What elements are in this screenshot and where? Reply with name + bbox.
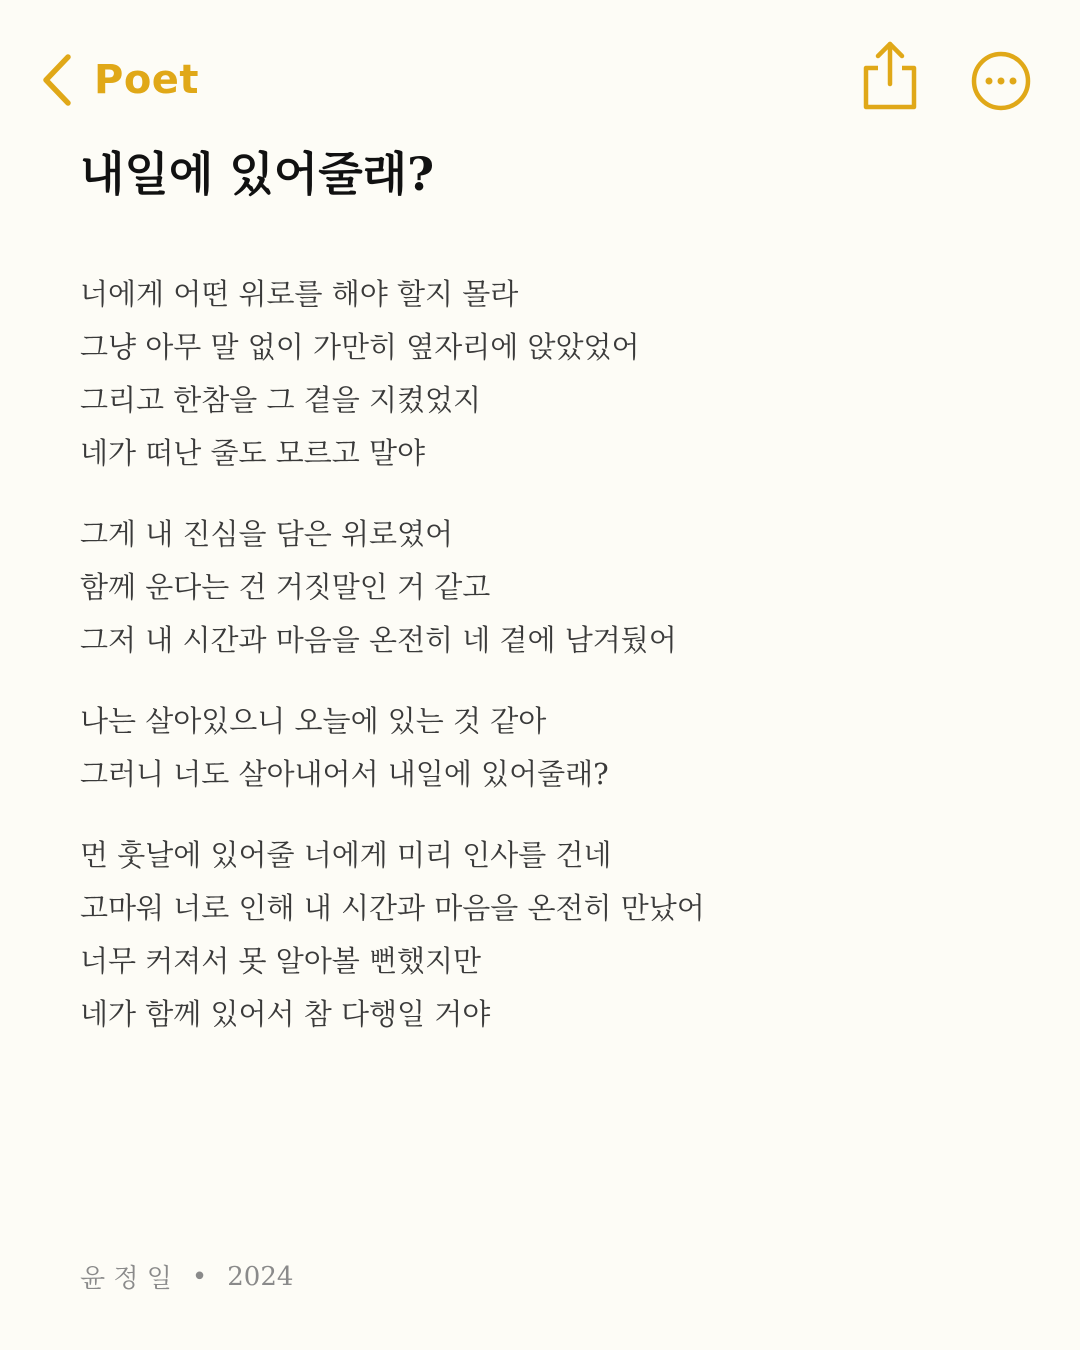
more-options-button[interactable]: [966, 46, 1036, 116]
poem-line: 네가 함께 있어서 참 다행일 거야: [80, 997, 491, 1031]
author-name: 윤 정 일: [80, 1264, 172, 1294]
poem-line: 그게 내 진심을 담은 위로였어: [80, 517, 454, 551]
poem-line: 그러니 너도 살아내어서 내일에 있어줄래?: [80, 757, 609, 791]
navigation-bar: [0, 0, 1080, 150]
footer-separator: •: [191, 1261, 208, 1292]
poem-line: 나는 살아있으니 오늘에 있는 것 같아: [80, 704, 547, 738]
share-icon: [856, 38, 928, 114]
note-title[interactable]: 내일에 있어줄래?: [80, 147, 435, 201]
poem-line: 네가 떠난 줄도 모르고 말야: [80, 436, 426, 470]
back-button-label: Poet: [94, 57, 200, 103]
signature-footer: [80, 1258, 293, 1295]
chevron-left-icon: [40, 53, 74, 107]
poem-line: 먼 훗날에 있어줄 너에게 미리 인사를 건네: [80, 838, 612, 872]
poem-line: 너에게 어떤 위로를 해야 할지 몰라: [80, 277, 519, 311]
stanza: [80, 695, 1020, 801]
ellipsis-circle-icon: [966, 46, 1036, 116]
stanza: [80, 268, 1020, 480]
back-button[interactable]: [40, 44, 199, 116]
poem-line: 그저 내 시간과 마음을 온전히 네 곁에 남겨뒀어: [80, 623, 677, 657]
poem-line: 고마워 너로 인해 내 시간과 마음을 온전히 만났어: [80, 891, 705, 925]
stanza: [80, 508, 1020, 667]
year-label: 2024: [227, 1261, 294, 1292]
poem-line: 함께 운다는 건 거짓말인 거 같고: [80, 570, 491, 604]
note-body[interactable]: [80, 268, 1020, 1069]
poem-line: 너무 커져서 못 알아볼 뻔했지만: [80, 944, 482, 978]
stanza: [80, 829, 1020, 1041]
poem-line: 그리고 한참을 그 곁을 지켰었지: [80, 383, 482, 417]
poem-line: 그냥 아무 말 없이 가만히 옆자리에 앉았었어: [80, 330, 640, 364]
share-button[interactable]: [856, 38, 928, 114]
